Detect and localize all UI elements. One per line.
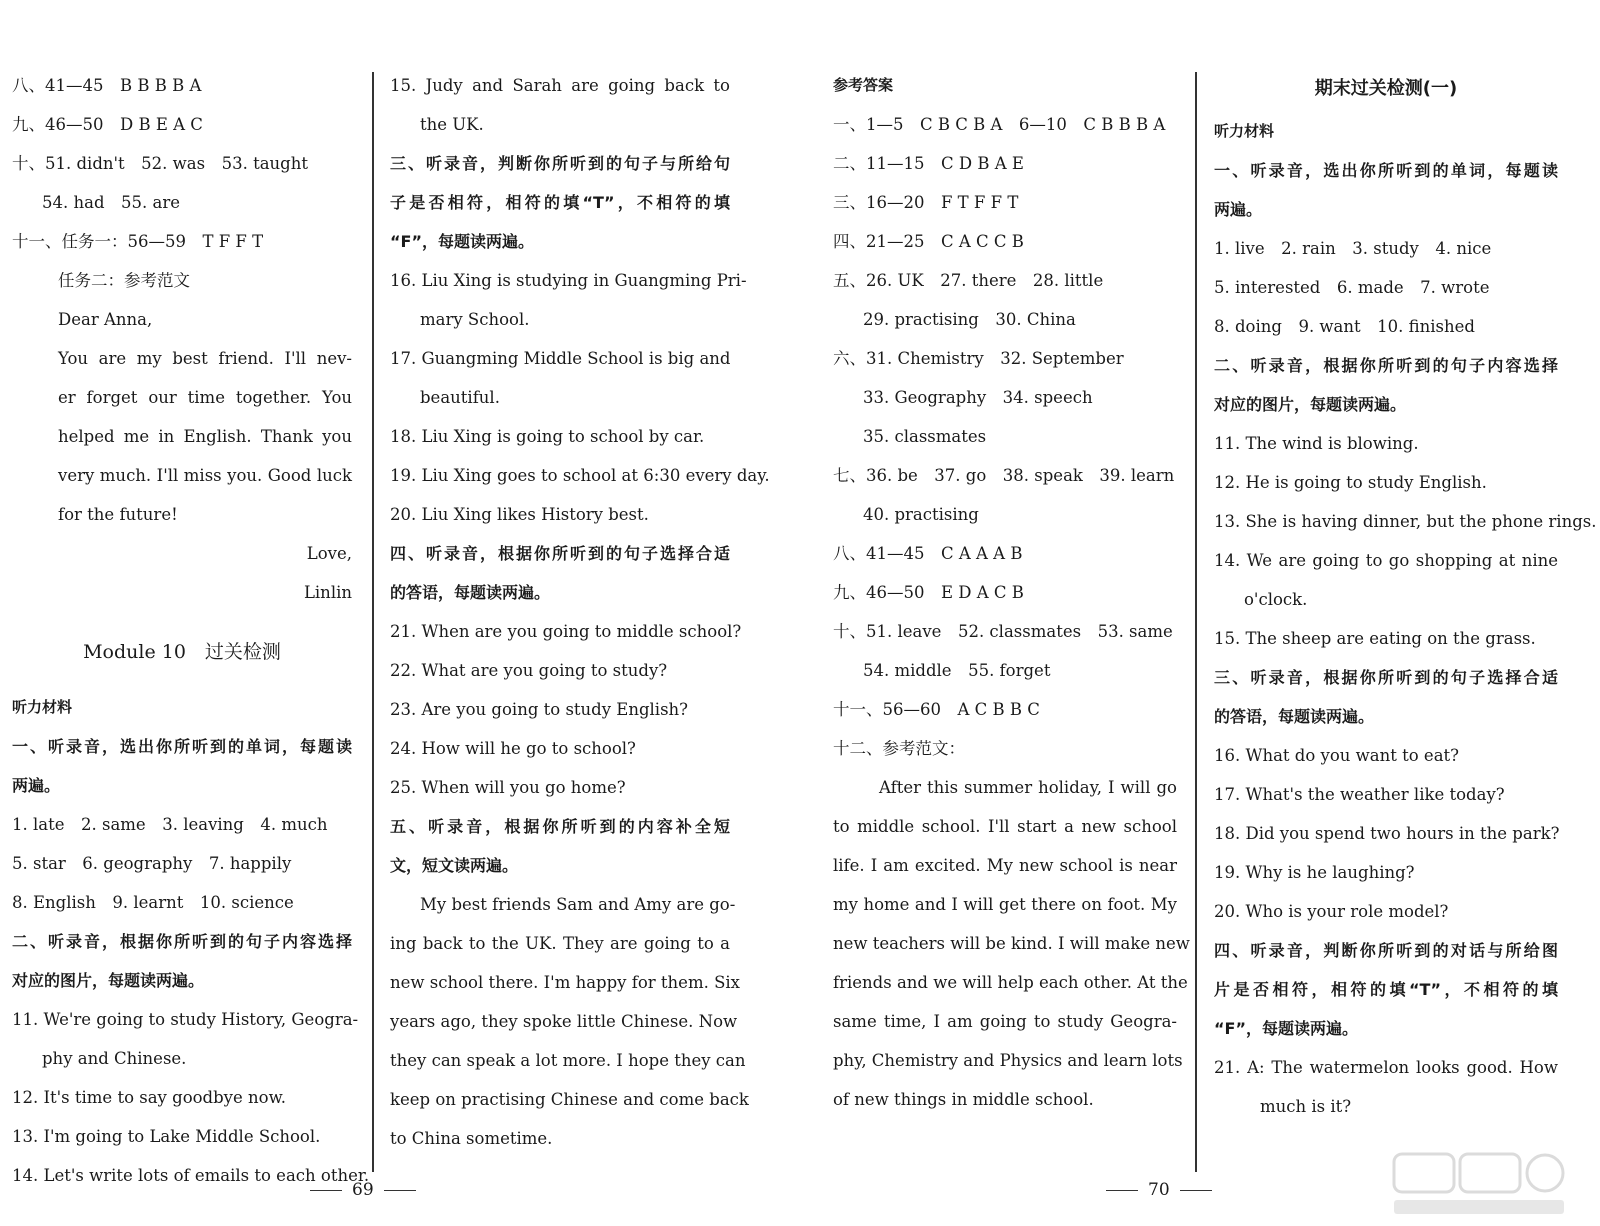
col1-line: Linlin [303,583,352,602]
col2-line: 的答语，每题读两遍。 [390,583,551,602]
col2-line: the UK. [420,115,484,134]
col2-line: 16. Liu Xing is studying in Guangming Pri- [390,271,747,290]
col4-line: 听力材料 [1214,122,1275,140]
col1-line: Love, [306,544,352,563]
col4-line: 片是否相符，相符的填“T”，不相符的填 [1214,980,1558,999]
column-divider-left [372,72,374,1172]
column-4 [1214,66,1597,1126]
page-number-right: 70 [1096,1180,1222,1200]
col1-line: 两遍。 [12,776,61,795]
col1-line: 13. I'm going to Lake Middle School. [12,1127,321,1146]
col3-line: 40. practising [863,505,979,524]
col2-line: years ago, they spoke little Chinese. Now [390,1012,738,1031]
col1-line: 一、听录音，选出你所听到的单词，每题读 [12,737,352,756]
column-divider-right [1195,72,1197,1172]
col4-line: 15. The sheep are eating on the grass. [1214,629,1536,648]
col4-line: 三、听录音，根据你所听到的句子选择合适 [1214,668,1558,687]
col1-line: 54. had 55. are [42,193,180,212]
col1-line: You are my best friend. I'll nev- [58,349,352,368]
col1-line: er forget our time together. You [58,388,352,407]
col3-line: 三、16—20 F T F F T [833,193,1019,212]
col3-line: 六、31. Chemistry 32. September [833,349,1124,368]
col1-line: 十、51. didn't 52. was 53. taught [12,154,308,173]
col3-line: friends and we will help each other. At the [833,973,1188,992]
col1-line: 二、听录音，根据你所听到的句子内容选择 [12,932,352,951]
col4-line: “F”，每题读两遍。 [1214,1019,1358,1038]
col4-line: 一、听录音，选出你所听到的单词，每题读 [1214,161,1558,180]
col2-line: 三、听录音，判断你所听到的句子与所给句 [390,154,730,173]
col4-line: 5. interested 6. made 7. wrote [1214,278,1490,297]
col1-line: 九、46—50 D B E A C [12,115,203,134]
col2-line: 15. Judy and Sarah are going back to [390,76,730,95]
col1-line: 12. It's time to say goodbye now. [12,1088,286,1107]
col3-line: 八、41—45 C A A A B [833,544,1023,563]
col3-line: After this summer holiday, I will go [879,778,1177,797]
col2-line: 20. Liu Xing likes History best. [390,505,649,524]
col1-line: 5. star 6. geography 7. happily [12,854,292,873]
col4-line: 对应的图片，每题读两遍。 [1214,395,1407,414]
col2-line: beautiful. [420,388,500,407]
col1-line: 任务二：参考范文 [58,271,190,290]
col1-line: phy and Chinese. [42,1049,187,1068]
col4-line: much is it? [1260,1097,1352,1116]
col3-line: 35. classmates [863,427,987,446]
col2-line: they can speak a lot more. I hope they can [390,1051,746,1070]
col3-line: 七、36. be 37. go 38. speak 39. learn [833,466,1175,485]
col3-line: 一、1—5 C B C B A 6—10 C B B B A [833,115,1166,134]
col3-line: 四、21—25 C A C C B [833,232,1024,251]
col4-line: 二、听录音，根据你所听到的句子内容选择 [1214,356,1558,375]
col2-line: 22. What are you going to study? [390,661,668,680]
col2-line: 文，短文读两遍。 [390,856,519,875]
col1-line: 十一、任务一：56—59 T F F T [12,232,264,251]
col4-line: 16. What do you want to eat? [1214,746,1460,765]
col3-line: 五、26. UK 27. there 28. little [833,271,1104,290]
col2-line: new school there. I'm happy for them. Six [390,973,740,992]
col3-line: 33. Geography 34. speech [863,388,1093,407]
col2-line: 23. Are you going to study English? [390,700,689,719]
col3-line: 29. practising 30. China [863,310,1076,329]
col2-line: 24. How will he go to school? [390,739,636,758]
col4-line: 21. A: The watermelon looks good. How [1214,1058,1558,1077]
col2-line: 四、听录音，根据你所听到的句子选择合适 [390,544,730,563]
col2-line: 五、听录音，根据你所听到的内容补全短 [390,817,730,836]
col2-line: 25. When will you go home? [390,778,626,797]
col3-line: 54. middle 55. forget [863,661,1051,680]
col3-line: same time, I am going to study Geogra- [833,1012,1177,1031]
col1-line: 14. Let's write lots of emails to each other. [12,1166,370,1185]
col2-line: 17. Guangming Middle School is big and [390,349,731,368]
col2-line: 18. Liu Xing is going to school by car. [390,427,705,446]
col4-line: 两遍。 [1214,200,1263,219]
col3-line: 参考答案 [833,76,894,94]
col4-line: 17. What's the weather like today? [1214,785,1505,804]
col1-line: very much. I'll miss you. Good luck [58,466,352,485]
col3-line: my home and I will get there on foot. My [833,895,1177,914]
col3-line: new teachers will be kind. I will make new [833,934,1190,953]
col2-line: 19. Liu Xing goes to school at 6:30 every day. [390,466,770,485]
col1-line: 1. late 2. same 3. leaving 4. much [12,815,328,834]
col1-line: 11. We're going to study History, Geogra- [12,1010,359,1029]
col4-line: 期末过关检测(一) [1314,78,1458,99]
col4-line: 四、听录音，判断你所听到的对话与所给图 [1214,941,1558,960]
col2-line: “F”，每题读两遍。 [390,232,534,251]
col3-line: 十一、56—60 A C B B C [833,700,1040,719]
col3-line: 十、51. leave 52. classmates 53. same [833,622,1173,641]
right-page [800,0,1600,1226]
col2-line: mary School. [420,310,530,329]
watermark-logo [1390,1148,1570,1218]
col2-line: to China sometime. [390,1129,553,1148]
col1-line: Dear Anna, [58,310,153,329]
col4-line: 18. Did you spend two hours in the park? [1214,824,1560,843]
column-3 [833,66,1190,1119]
col3-line: 二、11—15 C D B A E [833,154,1024,173]
col1-line: for the future! [58,505,178,524]
col4-line: 20. Who is your role model? [1214,902,1449,921]
col2-line: 21. When are you going to middle school? [390,622,742,641]
col3-line: of new things in middle school. [833,1090,1094,1109]
col2-line: My best friends Sam and Amy are go- [420,895,736,914]
page-number-left: 69 [300,1180,426,1200]
col1-line: 八、41—45 B B B B A [12,76,202,95]
col4-line: 8. doing 9. want 10. finished [1214,317,1475,336]
col3-line: phy, Chemistry and Physics and learn lots [833,1051,1183,1070]
col3-line: 十二、参考范文： [833,739,965,758]
col2-line: ing back to the UK. They are going to a [390,934,730,953]
col4-line: 13. She is having dinner, but the phone rings. [1214,512,1597,531]
col4-line: 11. The wind is blowing. [1214,434,1419,453]
col4-line: 的答语，每题读两遍。 [1214,707,1375,726]
col3-line: to middle school. I'll start a new school [833,817,1177,836]
col1-line: 听力材料 [12,698,73,716]
col4-line: 19. Why is he laughing? [1214,863,1415,882]
column-2 [390,66,770,1158]
col3-line: life. I am excited. My new school is near [833,856,1177,875]
col1-line: Module 10 过关检测 [83,641,281,663]
col3-line: 九、46—50 E D A C B [833,583,1024,602]
col4-line: 1. live 2. rain 3. study 4. nice [1214,239,1492,258]
col1-line: 对应的图片，每题读两遍。 [12,971,205,990]
col4-line: o'clock. [1244,590,1308,609]
col1-line: 8. English 9. learnt 10. science [12,893,294,912]
col4-line: 14. We are going to go shopping at nine [1214,551,1558,570]
col4-line: 12. He is going to study English. [1214,473,1487,492]
col1-line: helped me in English. Thank you [58,427,352,446]
col2-line: 子是否相符，相符的填“T”，不相符的填 [390,193,730,212]
col2-line: keep on practising Chinese and come back [390,1090,749,1109]
